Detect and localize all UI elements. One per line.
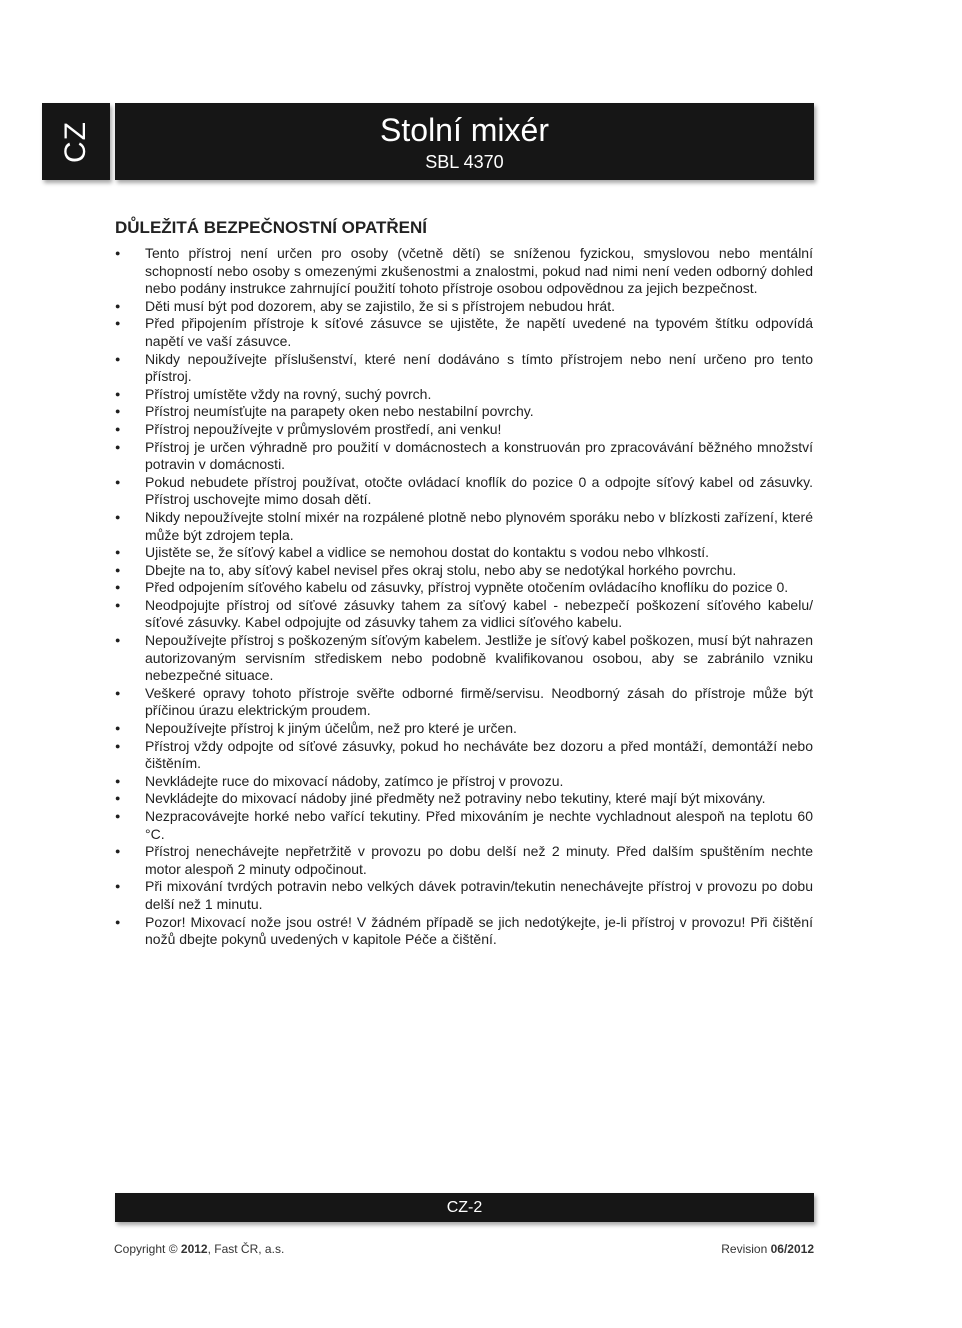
revision-value: 06/2012 [770,1242,814,1256]
title-bar [115,103,814,180]
list-item: ● Nevkládejte ruce do mixovací nádoby, zatímco je přístroj v provozu. [115,773,813,791]
list-item: ● Před odpojením síťového kabelu od zásuvky, přístroj vypněte otočením ovládacího knoflíku do pozice 0. [115,579,813,597]
section-heading: DŮLEŽITÁ BEZPEČNOSTNÍ OPATŘENÍ [115,218,427,237]
page-number: CZ-2 [446,1199,483,1216]
list-item: ● Před připojením přístroje k síťové zásuvce se ujistěte, že napětí uvedené na typovém štítku odpovídá napětí ve vaší zásuvce. [115,315,813,350]
copyright-year: 2012 [180,1242,208,1256]
product-title: Stolní mixér [380,112,549,148]
list-item: ● Při mixování tvrdých potravin nebo velkých dávek potravin/tekutin nenechávejte přístroj v provozu po dobu delší než 1 minutu. [115,878,813,913]
list-item: ● Pokud nebudete přístroj používat, otočte ovládací knoflík do pozice 0 a odpojte síťový kabel od zásuvky. Přístroj uschovejte mimo dosah dětí. [115,474,813,509]
list-item: ● Nepoužívejte přístroj s poškozeným síťovým kabelem. Jestliže je síťový kabel poškozen, musí být nahrazen autorizovaným servisním střediskem nebo podobně kvalifikovanou osobou, aby se zabránilo vzniku nebezpečné situace. [115,632,813,685]
list-item: ● Přístroj umístěte vždy na rovný, suchý povrch. [115,386,813,404]
list-item: ● Nezpracovávejte horké nebo vařící tekutiny. Před mixováním je nechte vychladnout alespoň na teplotu 60 °C. [115,808,813,843]
language-code: CZ [59,120,92,163]
page-number-bar [115,1193,814,1222]
revision [721,1242,814,1256]
language-tab [42,103,110,180]
list-item: ● Přístroj neumísťujte na parapety oken nebo nestabilní povrchy. [115,403,813,421]
list-item: ● Dbejte na to, aby síťový kabel nevisel přes okraj stolu, nebo aby se nedotýkal horkého povrchu. [115,562,813,580]
product-model: SBL 4370 [425,152,504,172]
list-item: ● Ujistěte se, že síťový kabel a vidlice se nemohou dostat do kontaktu s vodou nebo vlhkostí. [115,544,813,562]
copyright-suffix: , Fast ČR, a.s. [207,1242,285,1256]
list-item: ● Nikdy nepoužívejte příslušenství, které není dodáváno s tímto přístrojem nebo není určeno pro tento přístroj. [115,351,813,386]
list-item: ● Přístroj nenechávejte nepřetržitě v provozu po dobu delší než 2 minuty. Před dalším spuštěním nechte motor alespoň 2 minuty odpočinout. [115,843,813,878]
list-item: ● Pozor! Mixovací nože jsou ostré! V žádném případě se jich nedotýkejte, je-li přístroj v provozu! Při čištění nožů dbejte pokynů uvedených v kapitole Péče a čištění. [115,914,813,949]
list-item: ● Veškeré opravy tohoto přístroje svěřte odborné firmě/servisu. Neodborný zásah do přístroje může být příčinou úrazu elektrickým proudem. [115,685,813,720]
list-item: ● Nikdy nepoužívejte stolní mixér na rozpálené plotně nebo plynovém sporáku nebo v blízkosti zařízení, které může být zdrojem tepla. [115,509,813,544]
list-item: ● Nevkládejte do mixovací nádoby jiné předměty než potraviny nebo tekutiny, které mají být mixovány. [115,790,813,808]
list-item: ● Přístroj je určen výhradně pro použití v domácnostech a konstruován pro zpracovávání běžného množství potravin v domácnosti. [115,439,813,474]
revision-label: Revision [721,1242,768,1256]
list-item: ● Děti musí být pod dozorem, aby se zajistilo, že si s přístrojem nebudou hrát. [115,298,813,316]
list-item: ● Přístroj nepoužívejte v průmyslovém prostředí, ani venku! [115,421,813,439]
list-item: ● Neodpojujte přístroj od síťové zásuvky tahem za síťový kabel - nebezpečí poškození síťového kabelu/ síťové zásuvky. Kabel odpojujte od zásuvky tahem za vidlici síťového kabelu. [115,597,813,632]
list-item: ● Nepoužívejte přístroj k jiným účelům, než pro které je určen. [115,720,813,738]
list-item: ● Tento přístroj není určen pro osoby (včetně dětí) se sníženou fyzickou, smyslovou nebo mentální schopností nebo osoby s omezenými zkušenostmi a znalostmi, pokud nad nimi není veden odborný dohled nebo podány instrukce zahrnující použití tohoto přístroje osobou odpovědnou za jejich bezpečnost. [115,245,813,298]
list-item: ● Přístroj vždy odpojte od síťové zásuvky, pokud ho necháváte bez dozoru a před montáží, demontáží nebo čištěním. [115,738,813,773]
copyright-prefix: Copyright © [114,1242,178,1256]
safety-list [115,245,813,949]
copyright [114,1242,284,1256]
